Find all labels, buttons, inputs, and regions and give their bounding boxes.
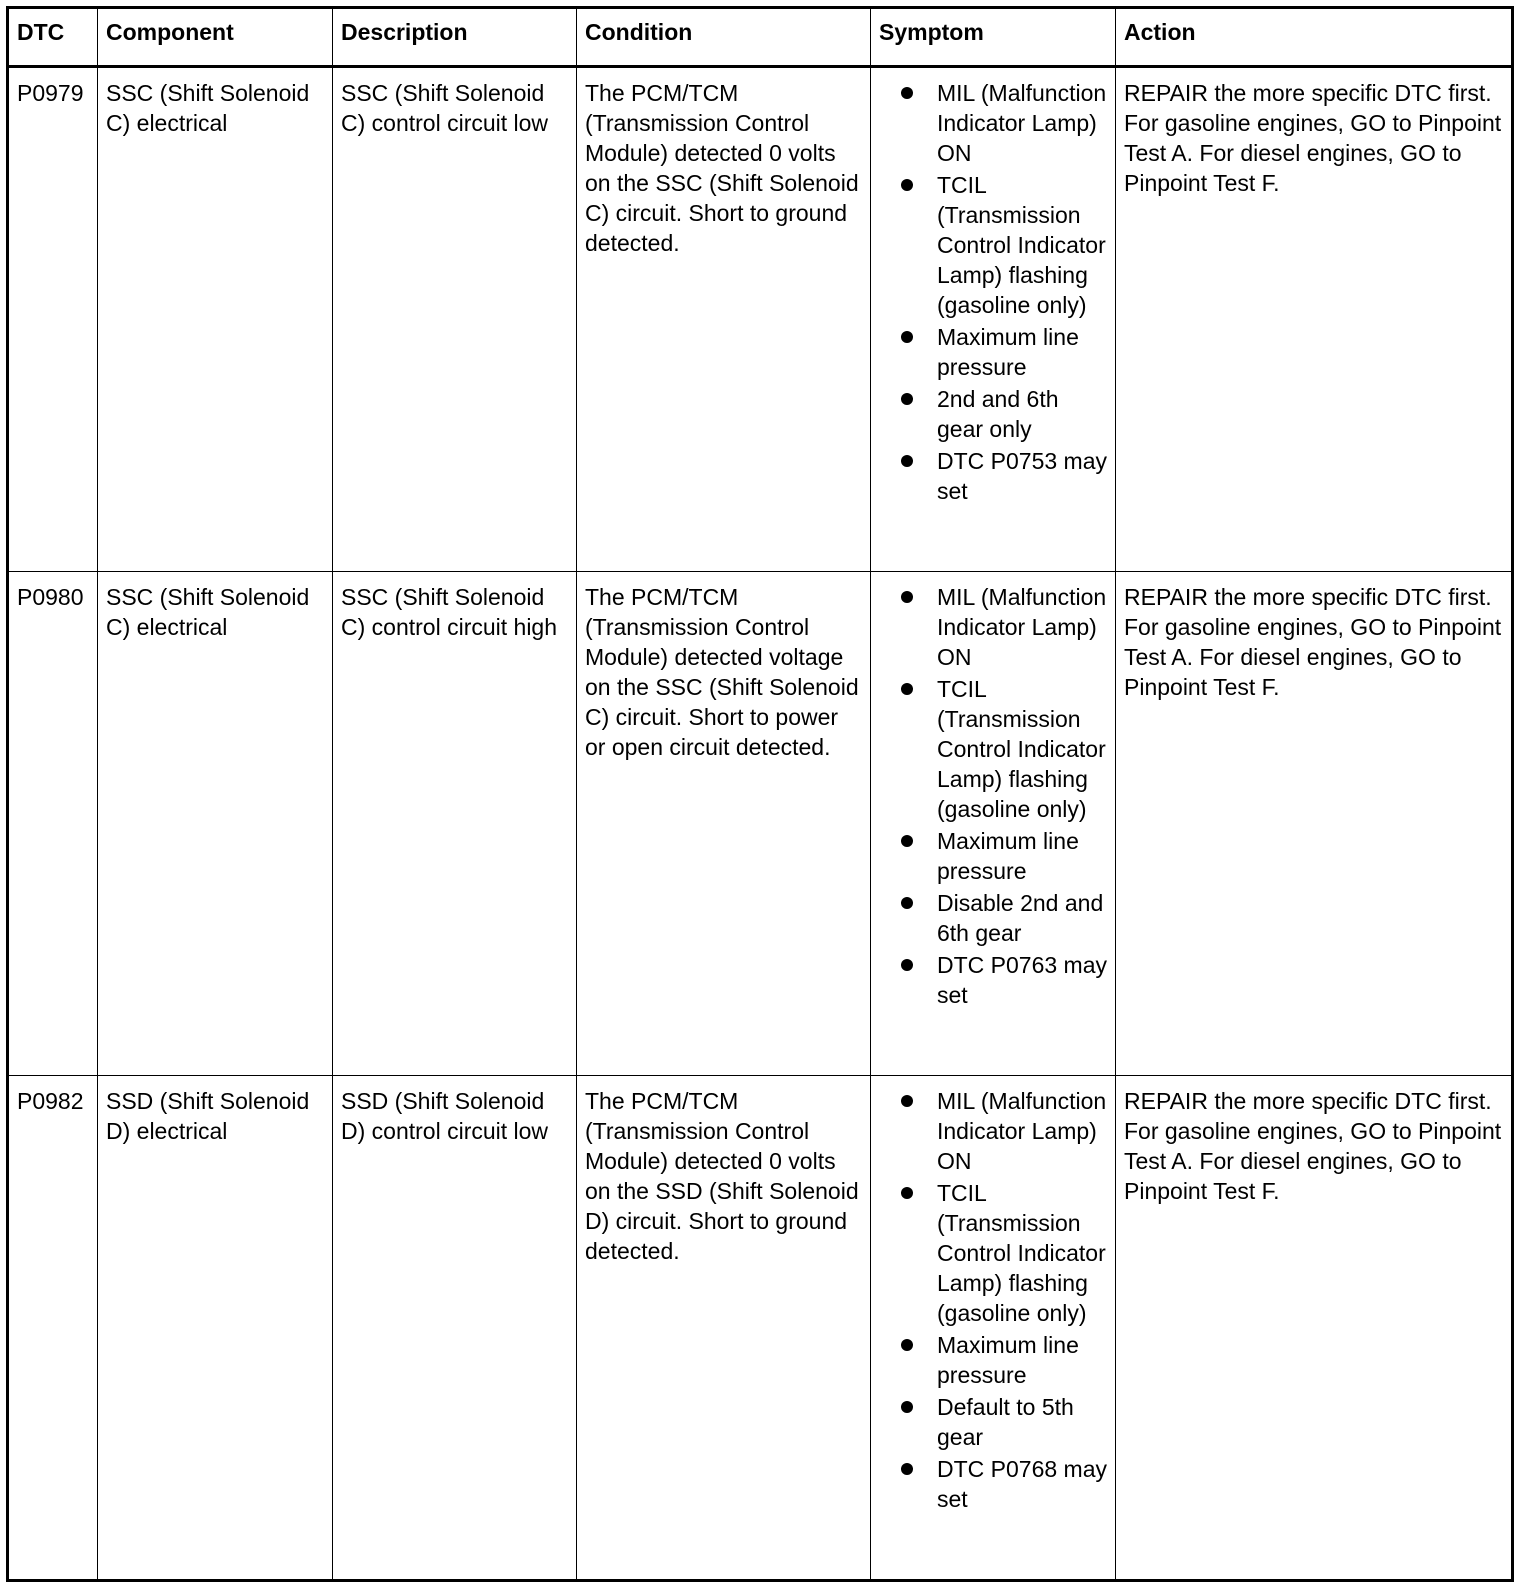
description-cell: SSC (Shift Solenoid C) control circuit low	[333, 67, 577, 572]
bullet-icon	[901, 393, 913, 405]
bullet-icon	[901, 87, 913, 99]
symptom-item	[899, 170, 1107, 320]
bullet-icon	[901, 1095, 913, 1107]
bullet-icon	[901, 1401, 913, 1413]
symptom-text: DTC P0763 may set	[937, 952, 1108, 1008]
component-cell: SSC (Shift Solenoid C) electrical	[98, 67, 333, 572]
bullet-icon	[901, 683, 913, 695]
condition-cell: The PCM/TCM (Transmission Control Module) detected 0 volts on the SSD (Shift Solenoid D) circuit. Short to ground detected.	[577, 1075, 871, 1580]
action-cell: REPAIR the more specific DTC first. For gasoline engines, GO to Pinpoint Test A. For diesel engines, GO to Pinpoint Test F.	[1116, 67, 1513, 572]
header-symptom: Symptom	[871, 8, 1116, 67]
symptom-text: TCIL (Transmission Control Indicator Lamp) flashing (gasoline only)	[937, 172, 1106, 318]
bullet-icon	[901, 897, 913, 909]
symptom-item	[899, 950, 1107, 1010]
bullet-icon	[901, 179, 913, 191]
symptom-list	[879, 582, 1107, 1010]
bullet-icon	[901, 1339, 913, 1351]
bullet-icon	[901, 835, 913, 847]
symptom-item	[899, 674, 1107, 824]
symptom-cell	[871, 1075, 1116, 1580]
symptom-text: Maximum line pressure	[937, 324, 1079, 380]
symptom-text: Maximum line pressure	[937, 1331, 1079, 1388]
table-row	[8, 67, 1513, 572]
symptom-text: MIL (Malfunction Indicator Lamp) ON	[937, 80, 1107, 166]
symptom-text: MIL (Malfunction Indicator Lamp) ON	[937, 584, 1107, 670]
condition-cell: The PCM/TCM (Transmission Control Module) detected 0 volts on the SSC (Shift Solenoid C) circuit. Short to ground detected.	[577, 67, 871, 572]
table-body	[8, 67, 1513, 1581]
bullet-icon	[901, 1463, 913, 1475]
symptom-text: TCIL (Transmission Control Indicator Lamp) flashing (gasoline only)	[937, 676, 1106, 822]
bullet-icon	[901, 331, 913, 343]
symptom-text: DTC P0753 may set	[937, 448, 1108, 504]
symptom-item	[899, 1086, 1107, 1176]
symptom-text: MIL (Malfunction Indicator Lamp) ON	[937, 1087, 1107, 1174]
header-action: Action	[1116, 8, 1513, 67]
symptom-text: Disable 2nd and 6th gear	[937, 890, 1104, 946]
table-row	[8, 572, 1513, 1076]
bullet-icon	[901, 959, 913, 971]
dtc-code: P0982	[8, 1075, 98, 1580]
symptom-text: TCIL (Transmission Control Indicator Lamp) flashing (gasoline only)	[937, 1179, 1106, 1326]
description-cell: SSC (Shift Solenoid C) control circuit high	[333, 572, 577, 1076]
dtc-table	[6, 6, 1514, 1582]
symptom-item	[899, 78, 1107, 168]
header-dtc: DTC	[8, 8, 98, 67]
symptom-item	[899, 1330, 1107, 1390]
symptom-list	[879, 78, 1107, 506]
symptom-text: DTC P0768 may set	[937, 1455, 1108, 1512]
header-description: Description	[333, 8, 577, 67]
symptom-cell	[871, 572, 1116, 1076]
bullet-icon	[901, 455, 913, 467]
bullet-icon	[901, 1187, 913, 1199]
component-cell: SSC (Shift Solenoid C) electrical	[98, 572, 333, 1076]
dtc-code: P0980	[8, 572, 98, 1076]
dtc-code: P0979	[8, 67, 98, 572]
condition-cell: The PCM/TCM (Transmission Control Module) detected voltage on the SSC (Shift Solenoid C) circuit. Short to power or open circuit detected.	[577, 572, 871, 1076]
symptom-item	[899, 826, 1107, 886]
symptom-item	[899, 888, 1107, 948]
bullet-icon	[901, 591, 913, 603]
description-cell: SSD (Shift Solenoid D) control circuit low	[333, 1075, 577, 1580]
header-row	[8, 8, 1513, 67]
component-cell: SSD (Shift Solenoid D) electrical	[98, 1075, 333, 1580]
symptom-item	[899, 322, 1107, 382]
symptom-list	[879, 1086, 1107, 1514]
symptom-text: Default to 5th gear	[937, 1393, 1074, 1450]
symptom-item	[899, 1454, 1107, 1514]
symptom-text: 2nd and 6th gear only	[937, 386, 1059, 442]
symptom-item	[899, 582, 1107, 672]
table-row	[8, 1075, 1513, 1580]
action-cell: REPAIR the more specific DTC first. For gasoline engines, GO to Pinpoint Test A. For diesel engines, GO to Pinpoint Test F.	[1116, 572, 1513, 1076]
symptom-item	[899, 1178, 1107, 1328]
header-component: Component	[98, 8, 333, 67]
symptom-item	[899, 384, 1107, 444]
header-condition: Condition	[577, 8, 871, 67]
symptom-text: Maximum line pressure	[937, 828, 1079, 884]
symptom-item	[899, 446, 1107, 506]
symptom-item	[899, 1392, 1107, 1452]
table-header	[8, 8, 1513, 67]
action-cell: REPAIR the more specific DTC first. For gasoline engines, GO to Pinpoint Test A. For diesel engines, GO to Pinpoint Test F.	[1116, 1075, 1513, 1580]
symptom-cell	[871, 67, 1116, 572]
